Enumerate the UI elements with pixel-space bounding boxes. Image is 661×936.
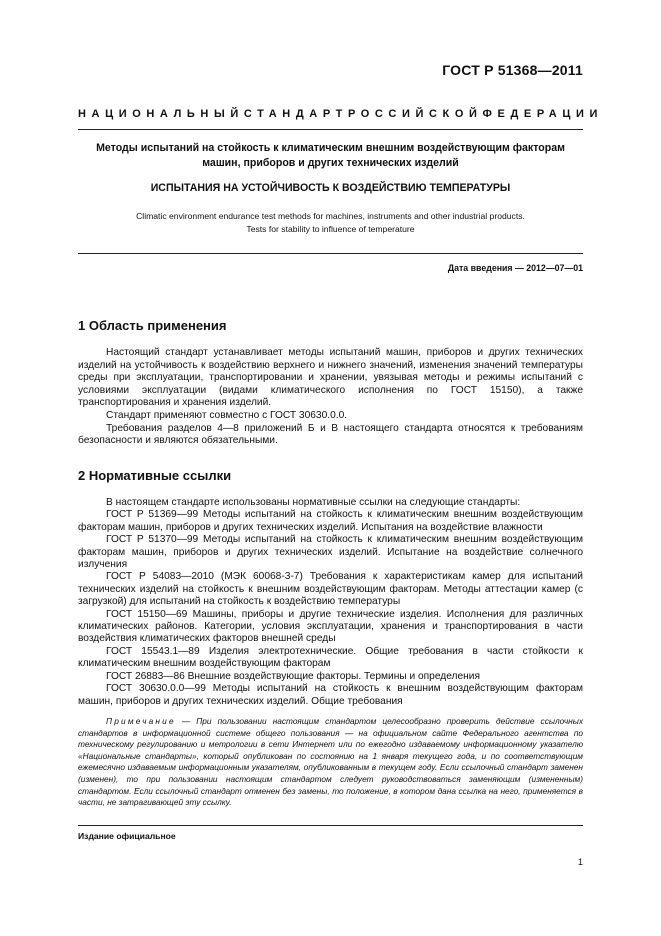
reference-item: ГОСТ 30630.0.0—99 Методы испытаний на стойкость к внешним воздействующим факторам машин, приборов и других технических изделий. Общие требования [78, 683, 583, 707]
document-subtitle: ИСПЫТАНИЯ НА УСТОЙЧИВОСТЬ К ВОЗДЕЙСТВИЮ ТЕМПЕРАТУРЫ [150, 182, 511, 194]
official-edition-label: Издание официальное [78, 831, 176, 841]
date-of-introduction: Дата введения — 2012—07—01 [447, 263, 583, 273]
banner-word: НАЦИОНАЛЬНЫЙ [78, 108, 244, 120]
banner-word: РОССИЙСКОЙ [347, 108, 483, 120]
title-line: машин, приборов и других технических изделий [202, 157, 459, 169]
reference-item: ГОСТ 26883—86 Внешние воздействующие факторы. Термины и определения [106, 670, 481, 682]
standard-number: ГОСТ Р 51368—2011 [442, 62, 583, 78]
top-divider [78, 129, 583, 130]
paragraph: Настоящий стандарт устанавливает методы испытаний машин, приборов и других технических изделий на устойчивость к воздействию верхнего и нижнего значений, изменения значений температуры среды при эксплуатации, транспортировании и хранении, увязывая методы и режимы испытаний с условиями эксплуатации (видами климатического исполнения по ГОСТ 15150), а также транспортирования и хранения изделий. [78, 347, 583, 409]
page-number: 1 [577, 857, 583, 867]
note-label: Примечание [106, 716, 176, 726]
title-line: Методы испытаний на стойкость к климатическим внешним воздействующим факторам [96, 142, 565, 154]
reference-item: ГОСТ Р 51370—99 Методы испытаний на стойкость к климатическим внешним воздействующим факторам машин, приборов и других технических изделий. Испытание на воздействие солнечного излучения [78, 534, 583, 571]
section-2-heading: 2 Нормативные ссылки [78, 468, 232, 483]
note-text: — При пользовании настоящим стандартом целесообразно проверить действие ссылочных стандартов в информационной системе общего пользования — на официальном сайте Федерального агентства по техническому регулированию и метрологии в сети Интернет или по ежегодно издаваемому информационному указателю «Национальные стандарты», который опубликован по состоянию на 1 января текущего года, и по соответствующим ежемесячно издаваемым информационным указателям, опубликованным в текущем году. Если ссылочный стандарт заменен (изменен), то при пользовании настоящим стандартом следует руководствоваться заменяющим (измененным) стандартом. Если ссылочный стандарт отменен без замены, то положение, в котором дана ссылка на него, применяется в части, не затрагивающей эту ссылку. [78, 716, 583, 808]
reference-item: ГОСТ 15543.1—89 Изделия электротехнические. Общие требования в части стойкости к климатическим внешним воздействующим факторам [78, 645, 583, 670]
section-1-body [78, 347, 583, 448]
document-title [78, 141, 583, 171]
english-title [78, 210, 583, 236]
banner-word: СТАНДАРТ [243, 108, 348, 120]
section-1-heading: 1 Область применения [78, 318, 227, 333]
national-standard-banner [78, 108, 603, 120]
paragraph: В настоящем стандарте использованы нормативные ссылки на следующие стандарты: [106, 497, 521, 508]
english-title-line: Climatic environment endurance test methods for machines, instruments and other industrial products. [136, 211, 525, 221]
banner-word: ФЕДЕРАЦИИ [482, 108, 603, 120]
reference-item: ГОСТ 15150—69 Машины, приборы и другие технические изделия. Исполнения для различных климатических районов. Категории, условия эксплуатации, хранения и транспортирования в части воздействия климатических факторов внешней среды [78, 608, 583, 645]
title-divider [78, 253, 583, 254]
english-title-line: Tests for stability to influence of temperature [246, 224, 415, 234]
reference-item: ГОСТ Р 54083—2010 (МЭК 60068-3-7) Требования к характеристикам камер для испытаний технических изделий на стойкость к внешним воздействующим факторам. Методы аттестации камер (с загрузкой) для испытаний на стойкость к воздействию температуры [78, 571, 583, 608]
note [78, 716, 583, 809]
section-2-body [78, 497, 583, 708]
reference-item: ГОСТ Р 51369—99 Методы испытаний на стойкость к климатическим внешним воздействующим факторам машин, приборов и других технических изделий. Испытания на воздействие влажности [78, 509, 583, 533]
paragraph: Стандарт применяют совместно с ГОСТ 30630.0.0. [106, 409, 348, 421]
bottom-divider [78, 825, 583, 826]
paragraph: Требования разделов 4—8 приложений Б и В настоящего стандарта относятся к требованиям безопасности и являются обязательными. [78, 422, 583, 447]
